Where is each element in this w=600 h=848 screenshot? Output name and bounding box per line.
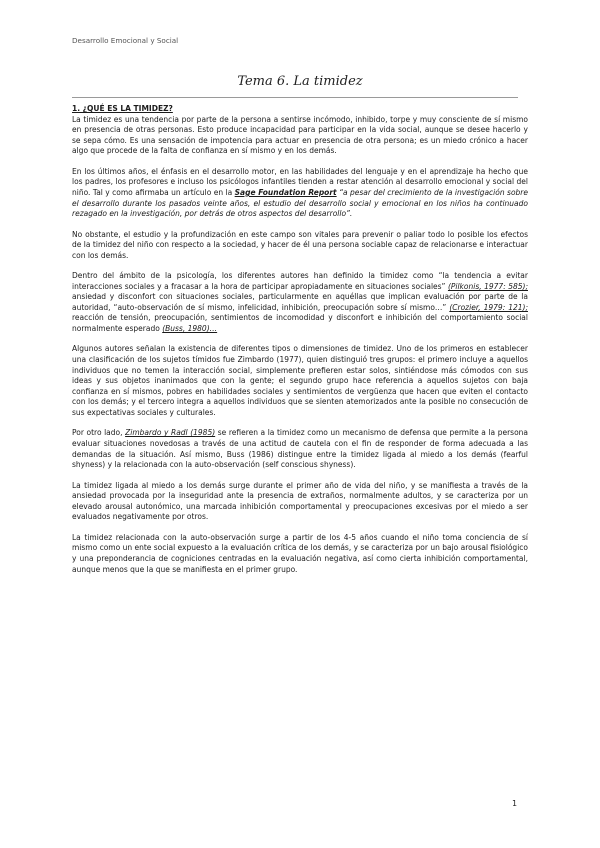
citation-link[interactable]: Zimbardo y Radl (1985) (125, 428, 216, 438)
paragraph-definitions (72, 271, 528, 335)
section-heading: 1. ¿QUÉ ES LA TIMIDEZ? (72, 104, 173, 113)
page-number: 1 (512, 799, 518, 808)
paragraph-self-conscious: La timidez relacionada con la auto-observación surge a partir de los 4-5 años cuando el niño toma conciencia de sí mismo como un ente social expuesto a la evaluación crítica de los demás, y se caracteriza por un bajo arousal fisiológico y una preponderancia de cogniciones centradas en la evaluación negativa, así como cierta inhibición comportamental, aunque menos que la que se manifiesta en el primer grupo. (72, 532, 528, 574)
citation-link[interactable]: (Buss, 1980)… (162, 324, 218, 334)
paragraph-text: ansiedad y disconfort con situaciones sociales, particularmente en aquéllas que implican evaluación por parte de la autoridad, “auto-observación de sí mismo, infelicidad, inhibición, preocupación sobre sí mismo…” (72, 292, 528, 312)
citation-link[interactable]: (Pilkonis, 1977: 585); (447, 281, 528, 291)
paragraph-text: reacción de tensión, preocupación, sentimientos de incomodidad y disconfort e inhibición del comportamiento social normalmente esperado (72, 313, 528, 334)
paragraph-fearful: La timidez ligada al miedo a los demás surge durante el primer año de vida del niño, y se manifiesta a través de la ansiedad provocada por la inseguridad ante la presencia de extraños, normalmente adultos, y se caracteriza por un elevado arousal autonómico, una marcada inhibición comportamental y preocupaciones excesivas por el miedo a ser evaluados negativamente por otros. (72, 480, 528, 522)
paragraph-text: En los últimos años, el énfasis en el desarrollo motor, en las habilidades del lenguaje y en el aprendizaje ha hecho que los padres, los profesores e incluso los psicólogos infantiles tienden a restar atención al desarrollo emocional y social del niño. Tal y como afirmaba un artículo en la (72, 166, 528, 197)
paragraph-emphasis (72, 167, 528, 220)
paragraph-text: Por otro lado, (72, 428, 126, 438)
paragraph-text: Dentro del ámbito de la psicología, los diferentes autores han definido la timidez como “la tendencia a evitar interacciones sociales y a fracasar a la hora de participar apropiadamente en situaciones sociales” (72, 271, 528, 291)
section-heading-paragraph (72, 104, 528, 115)
document-body (72, 104, 528, 585)
title-divider (72, 97, 518, 98)
paragraph-definition: La timidez es una tendencia por parte de la persona a sentirse incómodo, inhibido, torpe y muy consciente de sí mismo en presencia de otras personas. Esto produce incapacidad para participar en la vida social, aunque se desee hacerlo y se sepa cómo. Es una sensación de impotencia para actuar en presencia de otra persona; es un miedo crónico a hacer algo que procede de la falta de confianza en sí mismo y en los demás. (72, 114, 528, 156)
quote-text: “a pesar del crecimiento de la investigación sobre el desarrollo durante los pasados veinte años, el estudio del desarrollo social y emocional en los niños ha continuado rezagado en la investigación, por detrás de otros aspectos del desarrollo”. (72, 187, 528, 219)
paragraph-zimbardo (72, 428, 528, 470)
paragraph-types: Algunos autores señalan la existencia de diferentes tipos o dimensiones de timidez. Uno de los primeros en establecer una clasificación de los sujetos tímidos fue Zimbardo (1977), quien distinguió tres grupos: el primero incluye a aquellos individuos que no temen la interacción social, simplemente prefieren estar solos, sintiéndose más cómodos con sus ideas y sus objetos inanimados que con la gente; el segundo grupo hace referencia a aquellos sujetos con baja confianza en sí mismos, pobres en habilidades sociales y sentimientos de vergüenza que hacen que eviten el contacto con los demás; y el tercero integra a aquellos individuos que se sienten atemorizados ante la posible no consecución de sus expectativas sociales y culturales. (72, 344, 528, 418)
paragraph-text: se refieren a la timidez como un mecanismo de defensa que permite a la persona evaluar situaciones novedosas a través de una actitud de cautela con el fin de responder de forma adecuada a las demandas de la situación. Así mismo, Buss (1986) distingue entre la timidez ligada al miedo a los demás (fearful shyness) y la relacionada con la auto-observación (self conscious shyness). (72, 428, 529, 470)
citation-link[interactable]: Sage Foundation Report (234, 187, 337, 197)
citation-link[interactable]: (Crozier, 1979: 121); (449, 302, 528, 312)
running-header: Desarrollo Emocional y Social (72, 36, 179, 45)
paragraph-study: No obstante, el estudio y la profundización en este campo son vitales para prevenir o paliar todo lo posible los efectos de la timidez del niño con respecto a la sociedad, y hacer de él una persona sociable capaz de relacionarse e interactuar con los demás. (72, 229, 528, 260)
page-title: Tema 6. La timidez (237, 74, 363, 89)
